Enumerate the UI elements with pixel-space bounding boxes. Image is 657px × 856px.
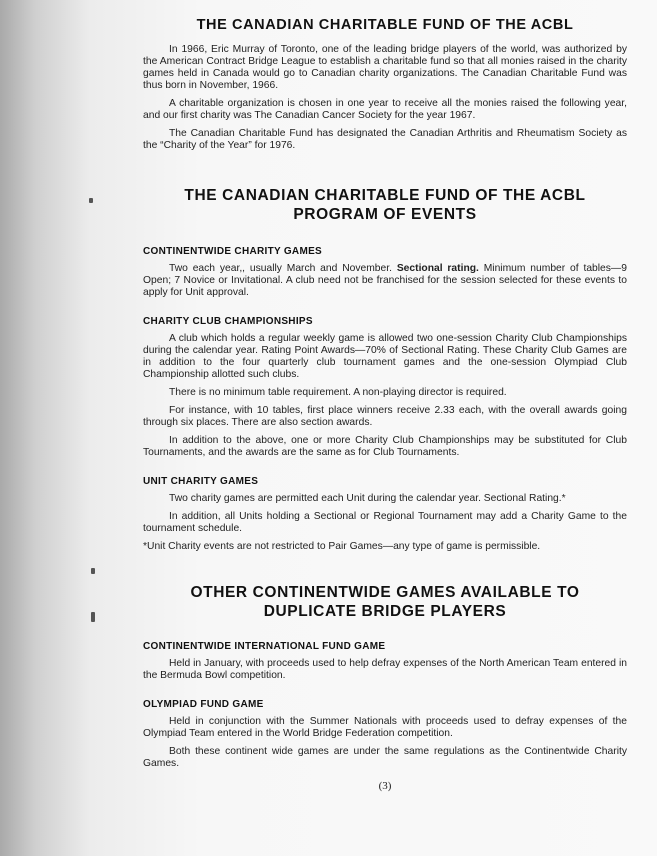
page-content <box>143 16 627 792</box>
international-fund-heading: CONTINENTWIDE INTERNATIONAL FUND GAME <box>143 641 386 652</box>
olympiad-fund-paragraph: Both these continent wide games are under the same regulations as the Continentwide Charity Games. <box>143 746 627 769</box>
olympiad-fund-paragraph: Held in conjunction with the Summer Nationals with proceeds used to defray expenses of the Olympiad Team entered in the World Bridge Federation competition. <box>143 716 627 739</box>
text-span: Two each year,, usually March and November. <box>169 263 392 274</box>
charity-club-heading: CHARITY CLUB CHAMPIONSHIPS <box>143 316 313 327</box>
binding-mark <box>89 198 93 203</box>
binding-mark <box>91 612 95 622</box>
unit-charity-paragraph: In addition, all Units holding a Sectional or Regional Tournament may add a Charity Game to the tournament schedule. <box>143 511 627 534</box>
section1-paragraph: In 1966, Eric Murray of Toronto, one of the leading bridge players of the world, was authorized by the American Contract Bridge League to establish a charitable fund so that all monies raised in the charity games held in Canada would go to Canadian charity organizations. The Canadian Charitable Fund was thus born in November, 1966. <box>143 44 627 91</box>
text-span: Minimum number of tables—9 Open; 7 Novice or Invitational. A club need not be franchised for the session selected for these events to apply for Unit approval. <box>143 263 627 298</box>
charity-club-paragraph: A club which holds a regular weekly game is allowed two one-session Charity Club Championships during the calendar year. Rating Point Awards—70% of Sectional Rating. These Charity Club Games are in addition to the four quarterly club tournament games and the one-session Olympiad Club Championship allotted such clubs. <box>143 333 627 380</box>
section1-title: THE CANADIAN CHARITABLE FUND OF THE ACBL <box>196 17 574 33</box>
charity-club-paragraph: For instance, with 10 tables, first place winners receive 2.33 each, with the overall awards going through six places. There are also section awards. <box>143 405 627 428</box>
section3-title-line2: DUPLICATE BRIDGE PLAYERS <box>263 603 507 620</box>
unit-charity-paragraph: Two charity games are permitted each Unit during the calendar year. Sectional Rating.* <box>169 493 566 504</box>
continentwide-charity-heading: CONTINENTWIDE CHARITY GAMES <box>143 246 323 257</box>
section2-title-line2: PROGRAM OF EVENTS <box>293 206 477 223</box>
olympiad-fund-heading: OLYMPIAD FUND GAME <box>143 699 264 710</box>
section1-paragraph: The Canadian Charitable Fund has designated the Canadian Arthritis and Rheumatism Society as the “Charity of the Year” for 1976. <box>143 128 627 151</box>
unit-charity-footnote: *Unit Charity events are not restricted to Pair Games—any type of game is permissible. <box>143 541 541 552</box>
bold-text: Sectional rating. <box>396 263 479 274</box>
charity-club-paragraph: In addition to the above, one or more Charity Club Championships may be substituted for Club Tournaments, and the awards are the same as for Club Tournaments. <box>143 435 627 458</box>
international-fund-paragraph: Held in January, with proceeds used to help defray expenses of the North American Team entered in the Bermuda Bowl competition. <box>143 658 627 681</box>
binding-mark <box>91 568 95 574</box>
section3-title-line1: OTHER CONTINENTWIDE GAMES AVAILABLE TO <box>190 584 580 601</box>
section2-title-line1: THE CANADIAN CHARITABLE FUND OF THE ACBL <box>184 187 586 204</box>
section1-paragraph: A charitable organization is chosen in one year to receive all the monies raised the following year, and our first charity was The Canadian Cancer Society for the year 1967. <box>143 98 627 121</box>
page-number: (3) <box>378 780 392 792</box>
charity-club-paragraph: There is no minimum table requirement. A non-playing director is required. <box>169 387 507 398</box>
continentwide-charity-paragraph <box>143 263 627 299</box>
unit-charity-heading: UNIT CHARITY GAMES <box>143 476 259 487</box>
